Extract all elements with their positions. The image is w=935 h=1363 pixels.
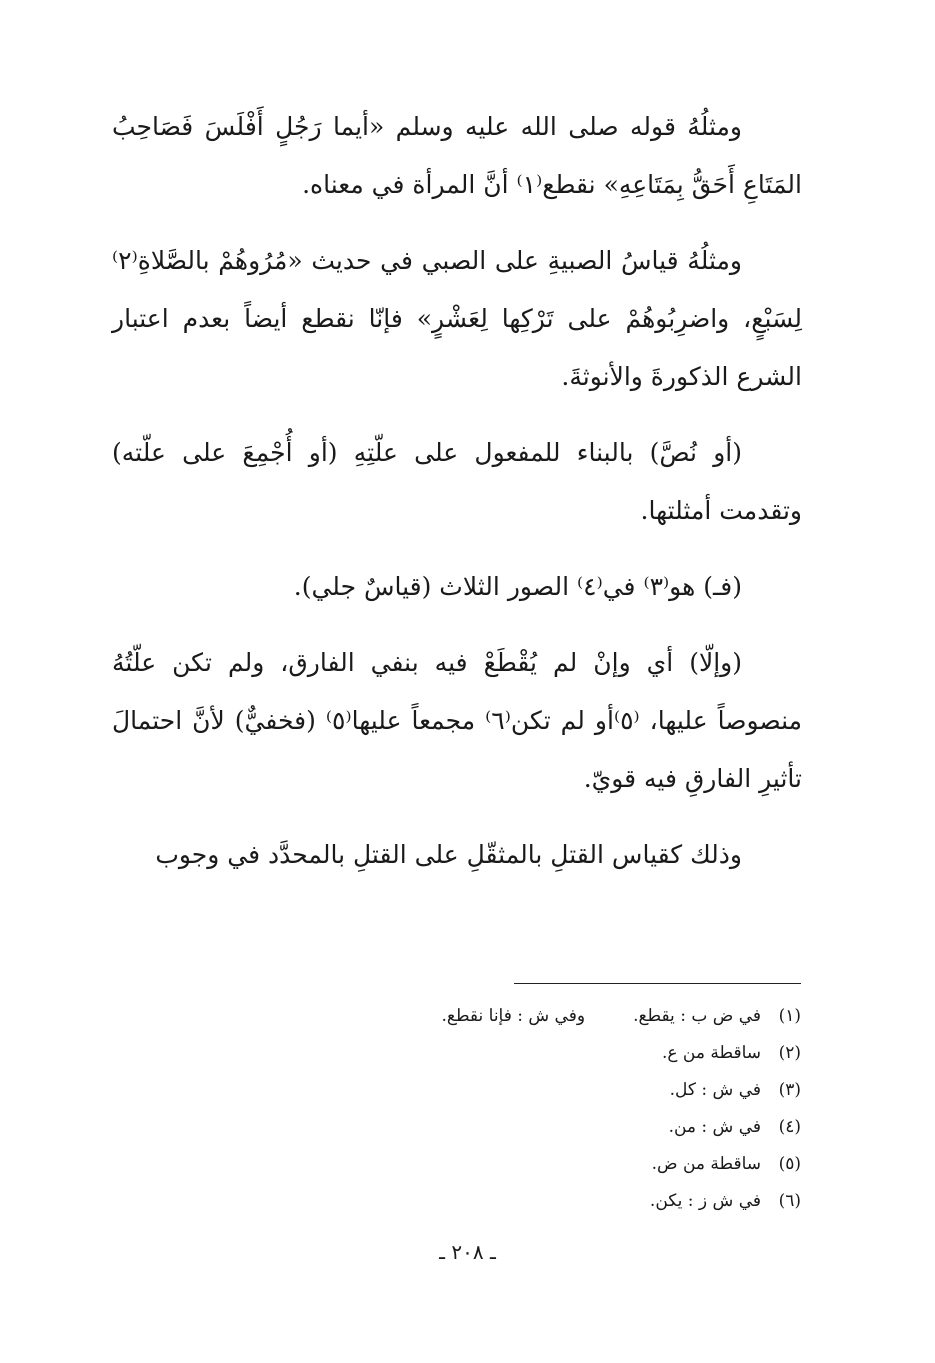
paragraph-5: (وإلّا) أي وإنْ لم يُقْطَعْ فيه بنفي الفارق، ولم تكن علّتُهُ منصوصاً عليها، ⁽٥⁾أو لم تكن⁽٦⁾ مجمعاً عليها⁽٥⁾ (فخفيٌّ) لأنَّ احتمالَ تأثيرِ الفارقِ فيه قويّ. bbox=[112, 648, 802, 793]
footnote-5 bbox=[300, 1146, 801, 1183]
paragraph-3: (أو نُصَّ) بالبناء للمفعول على علّتِهِ (أو أُجْمِعَ على علّته) وتقدمت أمثلتها. bbox=[112, 438, 802, 525]
footnotes bbox=[300, 998, 801, 1220]
footnote-3 bbox=[300, 1072, 801, 1109]
footnote-number: (٦) bbox=[778, 1191, 801, 1211]
footnote-text: ساقطة من ض. bbox=[651, 1154, 761, 1174]
paragraph-2: ومثلُهُ قياسُ الصبيةِ على الصبي في حديث «مُرُوهُمْ بالصَّلاةِ⁽٢⁾ لِسَبْعٍ، واضرِبُوهُمْ على تَرْكِها لِعَشْرٍ» فإنّا نقطع أيضاً بعدم اعتبار الشرع الذكورةَ والأنوثةَ. bbox=[112, 246, 802, 391]
footnote-text: في ض ب : يقطع. bbox=[633, 1006, 761, 1026]
footnote-4 bbox=[300, 1109, 801, 1146]
footnote-number: (٥) bbox=[778, 1154, 801, 1174]
paragraph-1: ومثلُهُ قوله صلى الله عليه وسلم «أيما رَجُلٍ أَفْلَسَ فَصَاحِبُ المَتَاعِ أَحَقُّ بِمَتَاعِهِ» نقطع⁽١⁾ أنَّ المرأة في معناه. bbox=[112, 112, 802, 199]
footnote-number: (١) bbox=[778, 1006, 801, 1026]
footnote-1 bbox=[300, 998, 801, 1035]
paragraph-4: (فـ) هو⁽٣⁾ في⁽٤⁾ الصور الثلاث (قياسٌ جلي). bbox=[293, 572, 742, 601]
footnote-number: (٣) bbox=[778, 1080, 801, 1100]
paragraph-6: وذلك كقياس القتلِ بالمثقّلِ على القتلِ بالمحدَّد في وجوب bbox=[155, 840, 742, 869]
footnote-text: في ش : كل. bbox=[669, 1080, 761, 1100]
main-text bbox=[112, 98, 802, 902]
footnote-6 bbox=[300, 1183, 801, 1220]
page-number: ـ ٢٠٨ ـ bbox=[439, 1240, 496, 1264]
footnote-text: في ش ز : يكن. bbox=[649, 1191, 761, 1211]
footnote-text: ساقطة من ع. bbox=[661, 1043, 761, 1063]
footnote-text-extra: وفي ش : فإنا نقطع. bbox=[441, 1006, 586, 1026]
footnote-number: (٢) bbox=[778, 1043, 801, 1063]
footnote-separator bbox=[514, 983, 801, 984]
footnote-text: في ش : من. bbox=[668, 1117, 761, 1137]
footnote-2 bbox=[300, 1035, 801, 1072]
footnote-number: (٤) bbox=[778, 1117, 801, 1137]
